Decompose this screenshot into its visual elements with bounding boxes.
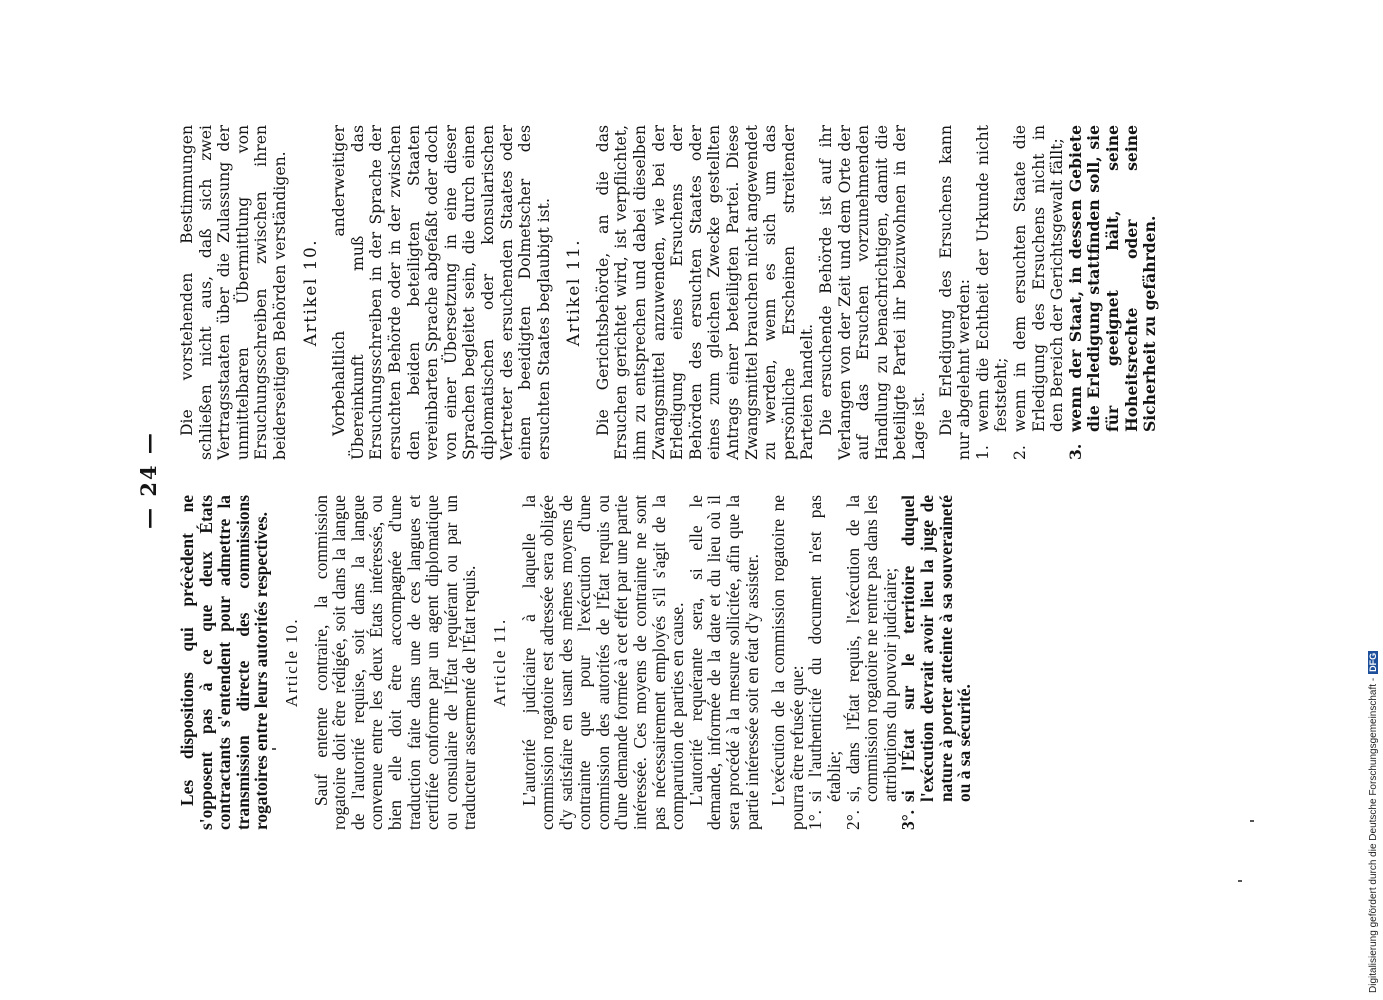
french-item-text: si l'authenticité du document n'est pas établie; (805, 495, 844, 802)
french-article11-title: Article 11. (489, 618, 509, 707)
french-article11-para3: L'exécution de la commission rogatoire ne pourra être refusée que: (768, 495, 807, 830)
french-article10-title: Article 10. (281, 617, 301, 708)
german-article11-para1: Die Gerichtsbehörde, an die das Ersuchen gerichtet wird, ist verpflichtet, ihm zu entsprechen und dabei dieselben Zwangsmittel anzuwenden, wie bei der Erledigung eines Ersuchens der Behörden des ersuchten Staates oder eines zum gleichen Zwecke gestellten Antrags einer beteiligten Partei. Diese Zwangsmittel brauchen nicht angewendet zu werden, wenn es sich um das persönliche Erscheinen streitender Parteien handelt. (593, 125, 817, 460)
german-item-number: 2. (1010, 445, 1029, 460)
scan-speck (1250, 820, 1254, 822)
german-item-text: wenn in dem ersuchten Staate die Erledigung des Ersuchens nicht in den Bereich der Gerichtsgewalt fällt; (1010, 125, 1067, 432)
german-item-number: 1. (973, 445, 992, 460)
french-article11-para2: L'autorité requérante sera, si elle le demande, informée de la date et du lieu où il sera procédé à la mesure sollicitée, afin que la partie intéressée soit en état d'y assister. (685, 495, 762, 830)
french-column (178, 495, 974, 830)
german-article11-title: Artikel 11. (564, 238, 585, 347)
german-column (178, 125, 1160, 460)
german-item-text: wenn der Staat, in dessen Gebiete die Erledigung stattfinden soll, sie für geeignet hält, seine Hoheitsrechte oder seine Sicherheit zu gefährden. (1065, 125, 1160, 432)
german-refusal-list (974, 125, 1160, 460)
french-article11-para1: L'autorité judiciaire à laquelle la commission rogatoire est adressée sera obligée d'y satisfaire en usant des mêmes moyens de contrainte que pour l'exécution d'une commission des autorités de l'État requis ou d'une demande formée à cet effet par une partie intéressée. Ces moyens de contrainte ne sont pas nécessairement employés s'il s'agit de la comparution de parties en cause. (518, 495, 688, 830)
french-item-number: 1°. (805, 810, 826, 830)
german-item-text: wenn die Echtheit der Urkunde nicht feststeht; (973, 125, 1011, 432)
german-article10-title: Artikel 10. (300, 238, 321, 347)
german-item-number: 3. (1065, 443, 1085, 460)
scan-speck (1238, 880, 1242, 882)
french-item-text: si l'État sur le territoire duquel l'exécution devrait avoir lieu la juge de nature à porter atteinte à sa souveraineté ou à sa sécurité. (898, 495, 975, 802)
digitization-credit (1368, 651, 1379, 993)
french-article10-text: Sauf entente contraire, la commission rogatoire doit être rédigée, soit dans la langue de l'autorité requise, soit dans la langue convenue entre les deux États intéressés, ou bien elle doit être accompagnée d'une traduction faite dans une de ces langues et certifiée conforme par un agent diplomatique ou consulaire de l'État requérant ou par un traducteur assermenté de l'État requis. (310, 495, 480, 830)
french-item-number: 2°. (842, 810, 863, 830)
french-refusal-item (899, 495, 973, 830)
rotated-document-page (136, 125, 1236, 830)
german-article11-para3: Die Erledigung des Ersuchens kann nur abgelehnt werden: (936, 125, 974, 460)
german-refusal-item (974, 125, 1011, 460)
scan-speck (272, 748, 276, 750)
german-article11-para2: Die ersuchende Behörde ist auf ihr Verlangen von der Zeit und dem Orte der auf das Ersuchen vorzunehmenden Handlung zu benachrichtigen, damit die beteiligte Partei ihr beizuwohnen in der Lage ist. (817, 125, 928, 460)
german-intro: Die vorstehenden Bestimmungen schließen nicht aus, daß sich zwei Vertragsstaaten über die Zulassung der unmittelbaren Übermittlung von Ersuchungsschreiben zwischen ihren beiderseitigen Behörden verständigen. (178, 125, 289, 460)
french-refusal-item (844, 495, 900, 830)
french-refusal-list (806, 495, 973, 830)
french-item-number: 3°. (898, 810, 919, 830)
french-intro: Les dispositions qui précèdent ne s'opposent pas à ce que deux États contractants s'entendent pour admettre la transmission directe des commissions rogatoires entre leurs autorités respectives. (177, 495, 272, 830)
french-item-text: si, dans l'État requis, l'exécution de la commission rogatoire ne rentre pas dans les attributions du pouvoir judiciaire; (842, 495, 900, 802)
dfg-logo: DFG (1368, 652, 1378, 672)
german-refusal-item (1011, 125, 1067, 460)
credit-text: Digitalisierung gefördert durch die Deutsche Forschungsgemeinschaft - (1368, 677, 1379, 993)
german-refusal-item (1067, 125, 1160, 460)
page-number: — 24 — (136, 431, 161, 529)
german-article10-text: Vorbehaltlich anderweitiger Übereinkunft muß das Ersuchungsschreiben in der Sprache der ersuchten Behörde oder in der zwischen den beiden beteiligten Staaten vereinbarten Sprache abgefaßt oder doch von einer Übersetzung in eine dieser Sprachen begleitet sein, die durch einen diplomatischen oder konsularischen Vertreter des ersuchenden Staates oder einen beeidigten Dolmetscher des ersuchten Staates beglaubigt ist. (330, 125, 553, 460)
french-refusal-item (806, 495, 843, 830)
